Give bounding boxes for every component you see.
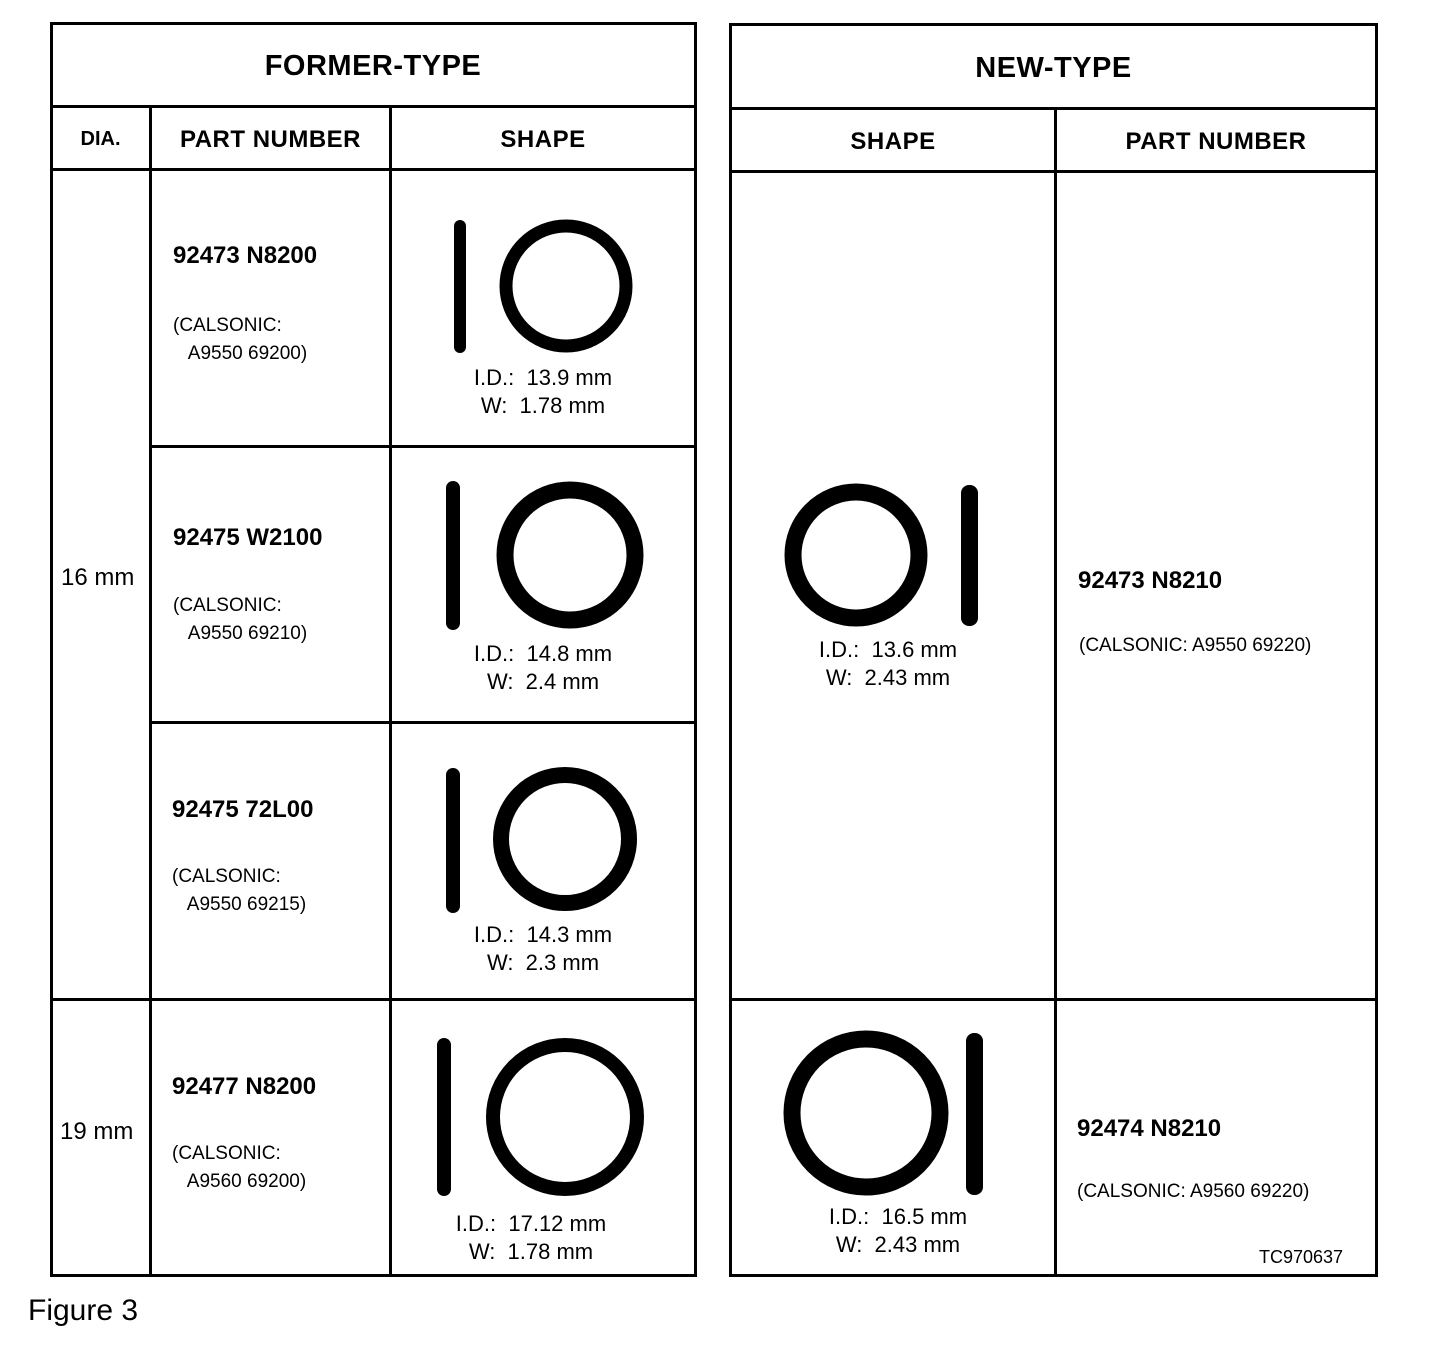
new-dimensions-1: I.D.: 13.6 mm W: 2.43 mm <box>818 637 958 690</box>
former-calsonic-3: (CALSONIC: A9550 69215) <box>172 866 307 915</box>
former-colhead-divider <box>51 168 697 171</box>
o-ring-shape-icon <box>440 765 646 917</box>
new-col-divider <box>1054 108 1057 1276</box>
new-border-left <box>729 23 732 1277</box>
new-calsonic-2: (CALSONIC: A9560 69220) <box>1077 1181 1310 1202</box>
former-dimensions-3: I.D.: 14.3 mm W: 2.3 mm <box>473 922 613 975</box>
dia-column-header: DIA. <box>80 128 121 150</box>
former-border-top <box>51 22 697 25</box>
o-ring-shape-icon <box>780 1028 990 1200</box>
former-header-divider <box>51 105 697 108</box>
o-ring-shape-icon <box>780 480 990 630</box>
former-dimensions-1: I.D.: 13.9 mm W: 1.78 mm <box>473 365 613 418</box>
new-dimensions-2: I.D.: 16.5 mm W: 2.43 mm <box>828 1204 968 1257</box>
former-row-divider-2 <box>150 721 696 724</box>
former-shape-header: SHAPE <box>500 126 586 153</box>
former-row-divider-1 <box>150 445 696 448</box>
o-ring-shape-icon <box>440 478 646 634</box>
o-ring-shape-icon <box>430 1033 650 1201</box>
former-border-bottom <box>50 1274 697 1277</box>
former-calsonic-2: (CALSONIC: A9550 69210) <box>173 595 308 644</box>
former-part-number-1: 92473 N8200 <box>173 242 318 269</box>
new-part-number-header: PART NUMBER <box>1125 128 1307 155</box>
former-dimensions-2: I.D.: 14.8 mm W: 2.4 mm <box>473 641 613 694</box>
figure-code: TC970637 <box>1259 1247 1344 1267</box>
former-border-right <box>694 22 697 1277</box>
former-part-number-2: 92475 W2100 <box>173 524 323 551</box>
figure-caption: Figure 3 <box>28 1294 139 1327</box>
dia-16mm: 16 mm <box>61 564 135 591</box>
former-calsonic-1: (CALSONIC: A9550 69200) <box>173 315 308 364</box>
new-shape-header: SHAPE <box>850 128 936 155</box>
new-part-number-1: 92473 N8210 <box>1078 567 1223 594</box>
former-part-number-4: 92477 N8200 <box>172 1073 317 1100</box>
new-calsonic-1: (CALSONIC: A9550 69220) <box>1079 635 1312 656</box>
former-border-left <box>50 22 53 1277</box>
former-part-number-header: PART NUMBER <box>179 126 362 153</box>
former-calsonic-4: (CALSONIC: A9560 69200) <box>172 1143 307 1192</box>
former-row-divider-3 <box>51 998 697 1001</box>
new-row-divider <box>730 998 1378 1001</box>
former-type-heading: FORMER-TYPE <box>264 50 482 82</box>
former-dimensions-4: I.D.: 17.12 mm W: 1.78 mm <box>455 1211 607 1264</box>
new-border-right <box>1375 23 1378 1277</box>
former-part-number-3: 92475 72L00 <box>172 796 314 823</box>
dia-19mm: 19 mm <box>60 1118 134 1145</box>
new-border-top <box>730 23 1378 26</box>
new-part-number-2: 92474 N8210 <box>1077 1115 1222 1142</box>
o-ring-shape-icon <box>448 215 638 357</box>
new-type-heading: NEW-TYPE <box>975 52 1132 84</box>
former-col-divider-1 <box>149 106 152 1276</box>
